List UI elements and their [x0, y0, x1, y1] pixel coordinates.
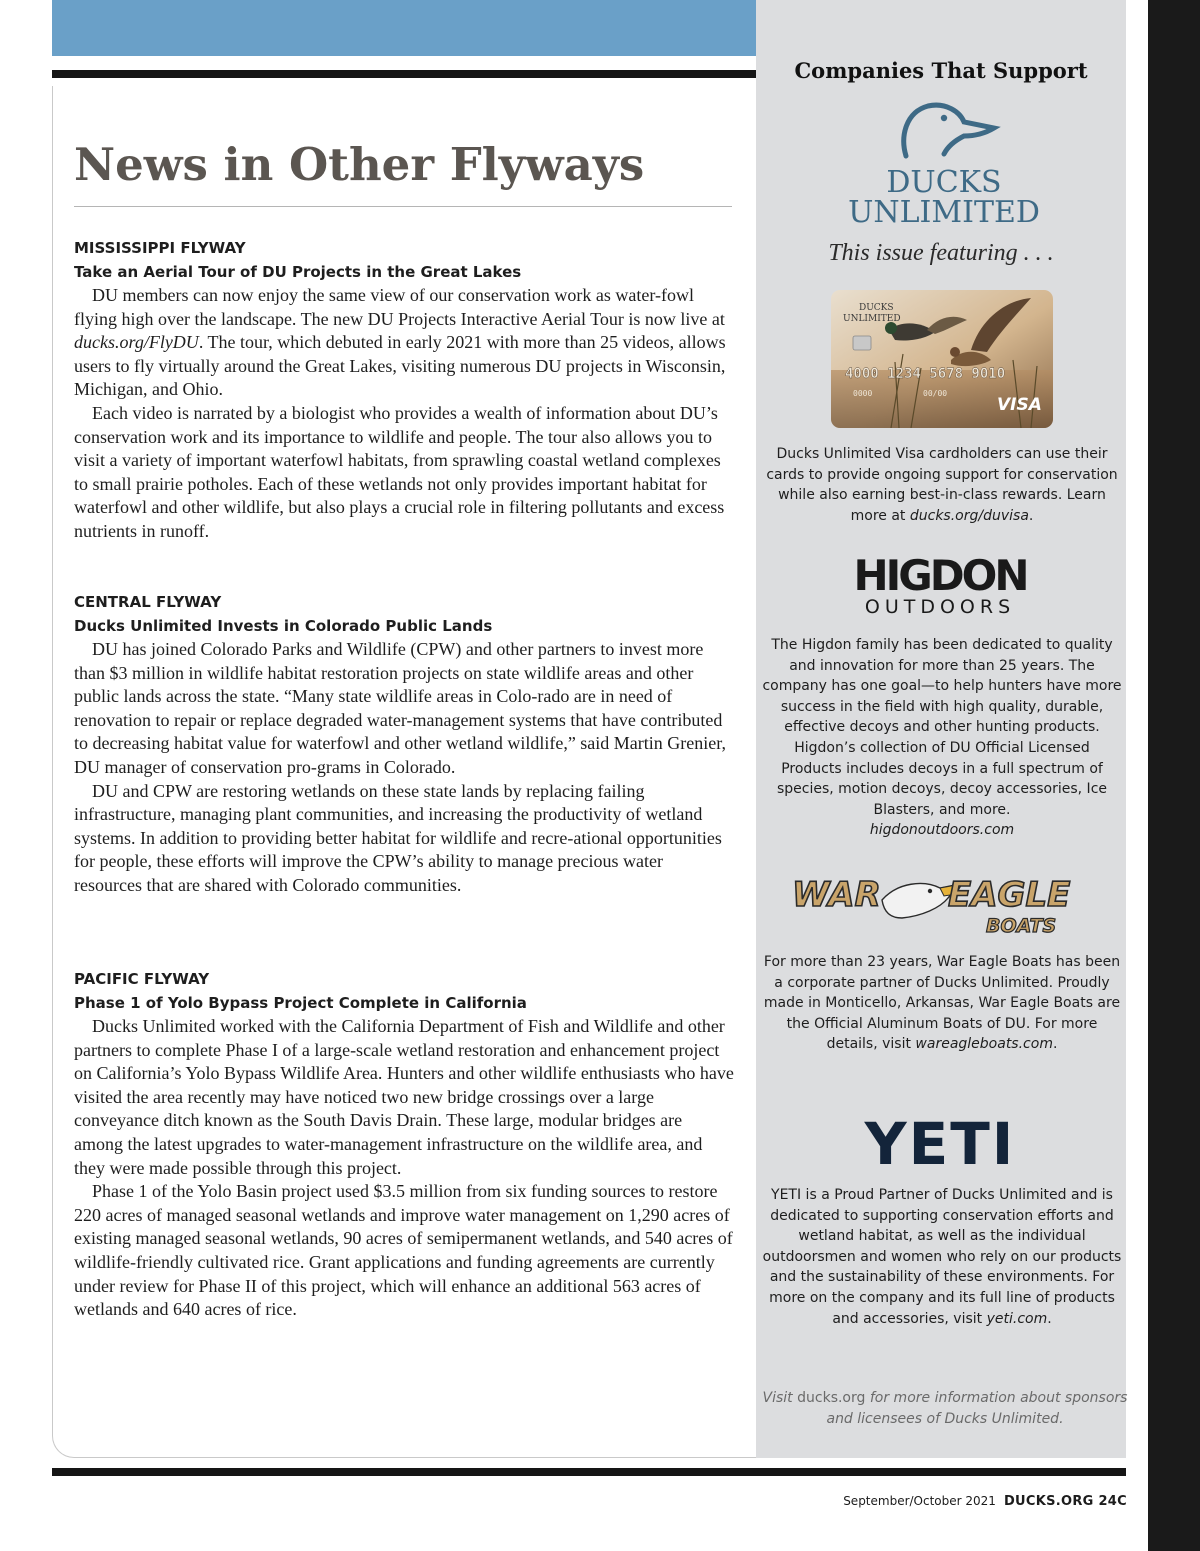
- section-headline: Take an Aerial Tour of DU Projects in the Great Lakes: [74, 263, 522, 281]
- card-small-number: 0000: [853, 389, 873, 398]
- yeti-text: YETI is a Proud Partner of Ducks Unlimited and is dedicated to supporting conservation efforts and wetland habitat, as well as the individual outdoorsmen and women who rely on our products and the sustainability of these environments. For more on the company and its full line of products and accessories, visit: [762, 1187, 1122, 1327]
- link-duvisa[interactable]: ducks.org/duvisa: [909, 507, 1029, 524]
- page-footer: [843, 1494, 1127, 1509]
- war-logo-text: WAR: [792, 875, 881, 915]
- link-flydu[interactable]: ducks.org/FlyDU: [74, 332, 199, 353]
- higdon-logo-subtext: OUTDOORS: [864, 596, 1016, 618]
- yeti-text: .: [1047, 1310, 1052, 1327]
- yeti-logo: [856, 1112, 1024, 1170]
- section-central-flyway: [74, 590, 734, 898]
- card-number: 4000 1234 5678 9010: [845, 366, 1006, 382]
- higdon-description: [762, 635, 1122, 841]
- visa-description: [762, 444, 1122, 526]
- paragraph: DU has joined Colorado Parks and Wildlife (CPW) and other partners to invest more than $3 million in wildlife habitat restoration projects on state wildlife areas and other public lands across the state. “Many state wildlife areas in Colo-rado are in need of renovation to repair or replace degraded water-management systems that have contributed to decreasing habitat value for waterfowl and other wetland wildlife,” said Martin Grenier, DU manager of conservation pro-grams in Colorado.: [74, 639, 727, 777]
- card-expiry: 00/00: [923, 389, 948, 398]
- section-label: CENTRAL FLYWAY: [74, 593, 222, 611]
- higdon-text: The Higdon family has been dedicated to quality and innovation for more than 25 years. The company has one goal—to help hunters have more success in the field with high quality, durable, effective decoys and other hunting products. Higdon’s collection of DU Official Licensed Products includes decoys in a full spectrum of species, motion decoys, decoy accessories, Ice Blasters, and more.: [762, 637, 1122, 818]
- bottom-rule: [52, 1468, 1126, 1476]
- section-headline: Ducks Unlimited Invests in Colorado Public Lands: [74, 617, 493, 635]
- higdon-outdoors-logo: [830, 552, 1050, 618]
- paragraph: Each video is narrated by a biologist who provides a wealth of information about DU’s conservation work and its importance to wildlife and people. The tour also allows you to visit a variety of important waterfowl habitats, from sprawling coastal wetland complexes to small prairie potholes. Each of these wetlands not only provides important habitat for waterfowl and other wildlife, but also plays a crucial role in filtering pollutants and excess nutrients in runoff.: [74, 402, 725, 541]
- paragraph-text: DU members can now enjoy the same view of our conservation work as water-fowl flying high over the landscape. The new DU Projects Interactive Aerial Tour is now live at: [74, 285, 725, 329]
- yeti-logo-text: YETI: [864, 1112, 1016, 1170]
- card-brand-text: UNLIMITED: [843, 314, 901, 324]
- visit-text: for more information about sponsors and licensees of Ducks Unlimited.: [826, 1390, 1128, 1427]
- du-logo-text-top: DUCKS: [886, 165, 1002, 200]
- visa-logo-icon: VISA: [997, 395, 1042, 415]
- war-eagle-boats-logo: [790, 872, 1090, 938]
- sponsor-visit-note: [762, 1388, 1128, 1429]
- du-visa-card-image: [831, 290, 1053, 428]
- link-yeti[interactable]: yeti.com: [986, 1310, 1048, 1327]
- section-mississippi-flyway: [74, 236, 734, 544]
- ducks-unlimited-logo: [844, 96, 1044, 228]
- war-eagle-text: For more than 23 years, War Eagle Boats has been a corporate partner of Ducks Unlimited. Proudly made in Monticello, Arkansas, War Eagle Boats are the Official Aluminum Boats of DU. For more details, visit: [763, 954, 1121, 1053]
- page-edge: [1148, 0, 1200, 1551]
- section-headline: Phase 1 of Yolo Bypass Project Complete in California: [74, 994, 527, 1012]
- footer-site-page: DUCKS.ORG 24C: [1003, 1494, 1127, 1509]
- card-chip-icon: [853, 336, 871, 350]
- du-logo-text-bottom: UNLIMITED: [848, 195, 1040, 228]
- higdon-logo-text: HIGDON: [853, 552, 1027, 600]
- war-eagle-text: .: [1052, 1036, 1058, 1053]
- visit-text: Visit: [762, 1390, 798, 1406]
- paragraph: Phase 1 of the Yolo Basin project used $3.5 million from six funding sources to restore 220 acres of managed seasonal wetlands and improve water management on 1,290 acres of existing managed seasonal wetlands, 90 acres of semipermanent wetlands, and 540 acres of wildlife-friendly cultivated rice. Grant applications and funding agreements are currently under review for Phase II of this project, which will enhance an additional 563 acres of wetlands and 640 acres of rice.: [74, 1181, 733, 1320]
- link-ducks-org[interactable]: ducks.org: [797, 1390, 866, 1406]
- boats-logo-text: BOATS: [986, 915, 1057, 937]
- eagle-logo-text: EAGLE: [948, 875, 1071, 915]
- top-rule: [52, 70, 756, 78]
- yeti-description: [762, 1185, 1122, 1329]
- featuring-label: This issue featuring . . .: [828, 240, 1054, 266]
- page-title: News in Other Flyways: [74, 138, 645, 191]
- paragraph: Ducks Unlimited worked with the California Department of Fish and Wildlife and other partners to complete Phase I of a large-scale wetland restoration and enhancement project on California’s Yolo Bypass Wildlife Area. Hunters and other wildlife enthusiasts who have visited the area recently may have noticed two new bridge crossings over a large conveyance ditch known as the South Davis Drain. These large, modular bridges are among the latest upgrades to water-management infrastructure on the wildlife area, and they were made possible through this project.: [74, 1016, 734, 1178]
- section-label: PACIFIC FLYWAY: [74, 970, 210, 988]
- title-divider: [74, 206, 732, 207]
- link-higdonoutdoors[interactable]: higdonoutdoors.com: [869, 822, 1015, 839]
- paragraph: [74, 284, 734, 402]
- top-color-band: [52, 0, 756, 56]
- section-pacific-flyway: [74, 967, 734, 1322]
- visa-text: .: [1028, 507, 1034, 524]
- paragraph-text: . The tour, which debuted in early 2021 with more than 25 videos, allows users to fly virtually around the Great Lakes, visiting numerous DU projects in Wisconsin, Michigan, and Ohio.: [74, 332, 726, 400]
- sidebar-heading: Companies That Support: [794, 58, 1088, 83]
- paragraph: DU and CPW are restoring wetlands on these state lands by replacing failing infrastructure, managing plant communities, and increasing the productivity of wetland systems. In addition to providing better habitat for wildlife and recre-ational opportunities for people, these efforts will improve the CPW’s ability to manage precious water resources that are shared with Colorado communities.: [74, 780, 722, 895]
- visa-text: Ducks Unlimited Visa cardholders can use their cards to provide ongoing support for conservation while also earning best-in-class rewards. Learn more at: [766, 446, 1118, 524]
- section-label: MISSISSIPPI FLYWAY: [74, 239, 246, 257]
- war-eagle-description: [762, 952, 1122, 1055]
- card-brand-text: DUCKS: [859, 303, 894, 313]
- duck-eye-icon: [941, 115, 947, 121]
- link-wareagleboats[interactable]: wareagleboats.com: [915, 1036, 1053, 1053]
- footer-issue: September/October 2021: [843, 1494, 996, 1508]
